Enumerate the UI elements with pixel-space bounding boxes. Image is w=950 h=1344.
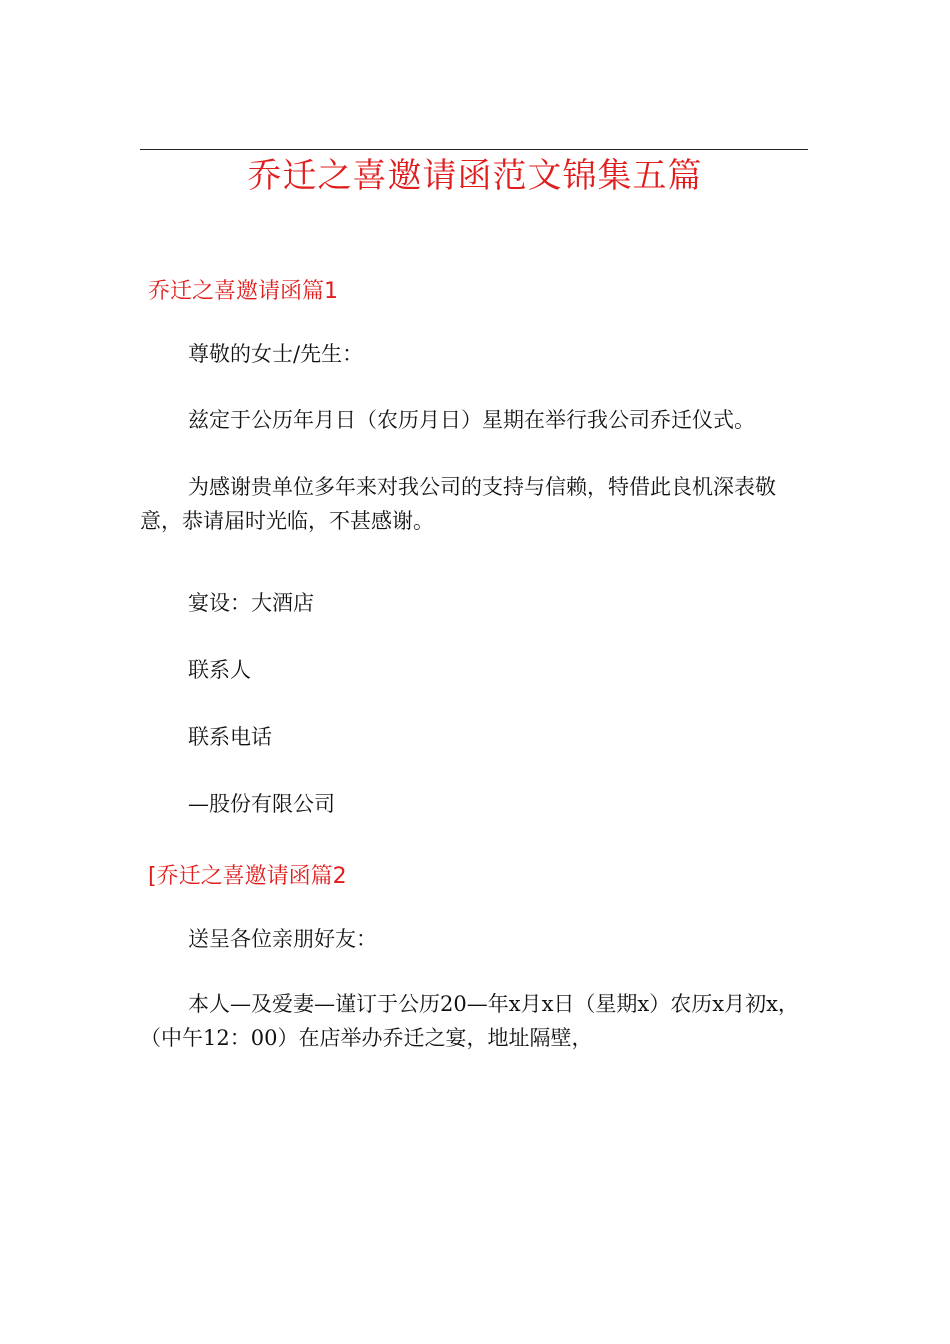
section2-greeting: 送呈各位亲朋好友： [188,927,377,951]
section1-paragraph-1: 兹定于公历年月日（农历月日）星期在举行我公司乔迁仪式。 [188,408,755,432]
section2-heading: [乔迁之喜邀请函篇2 [148,864,347,889]
section1-contact: 联系人 [188,658,251,682]
section1-venue: 宴设：大酒店 [188,591,314,615]
document-title: 乔迁之喜邀请函范文锦集五篇 [247,156,703,196]
section1-heading: 乔迁之喜邀请函篇1 [148,279,338,304]
section1-greeting: 尊敬的女士/先生： [188,342,364,366]
section1-company: —股份有限公司 [188,792,335,816]
section1-phone: 联系电话 [188,725,272,749]
section1-paragraph-2: 为感谢贵单位多年来对我公司的支持与信赖，特借此良机深表敬意，恭请届时光临，不甚感谢。 [140,475,776,533]
section2-paragraph-1: 本人—及爱妻—谨订于公历20—年x月x日（星期x）农历x月初x，（中午12：00）在店举办乔迁之宴，地址隔壁， [140,992,799,1050]
